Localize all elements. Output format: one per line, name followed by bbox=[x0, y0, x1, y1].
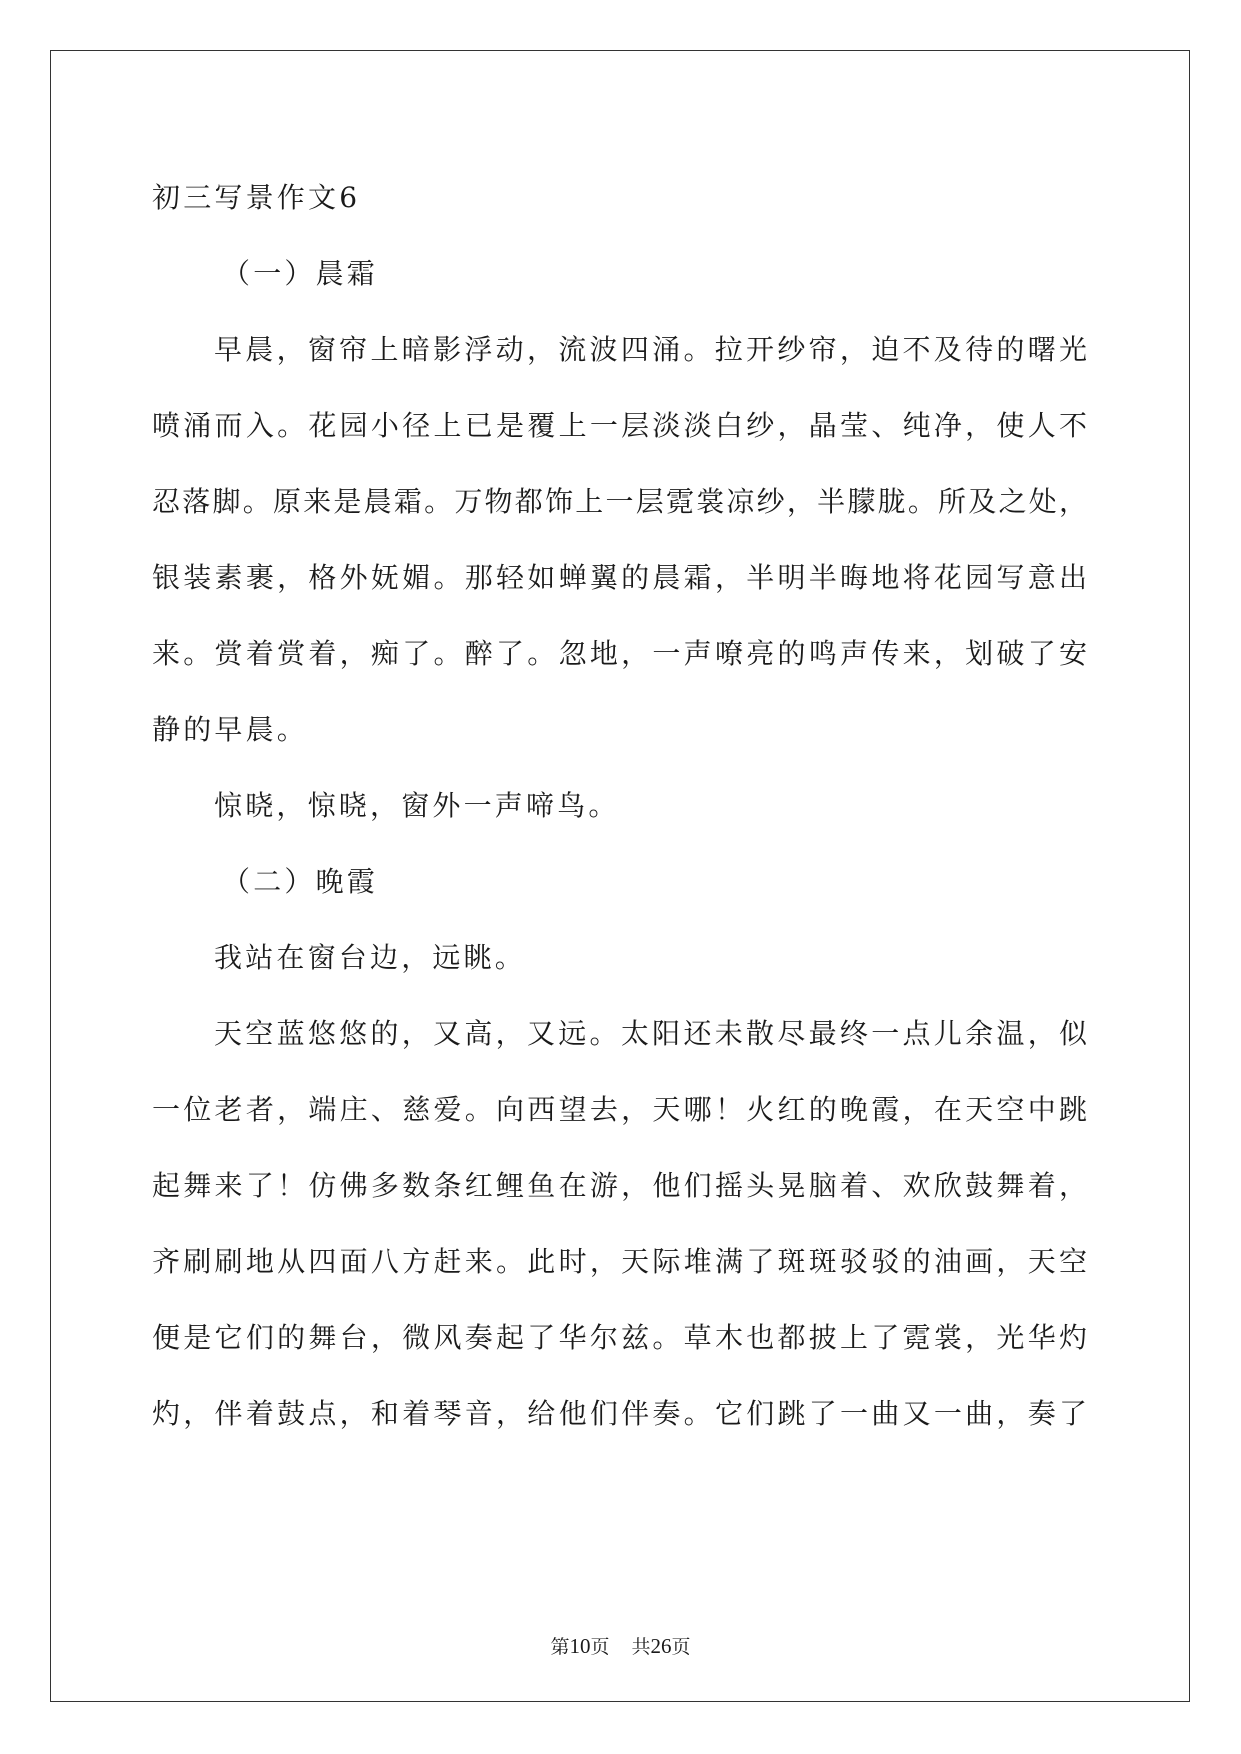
paragraph-opening: 我站在窗台边，远眺。 bbox=[214, 941, 527, 974]
paragraph-line: 一位老者，端庄、慈爱。向西望去，天哪！火红的晚霞，在天空中跳 bbox=[152, 1093, 1087, 1126]
paragraph-line: 早晨，窗帘上暗影浮动，流波四涌。拉开纱帘，迫不及待的曙光 bbox=[214, 333, 1087, 366]
total-suffix: 页 bbox=[671, 1636, 691, 1658]
page-total-number: 26 bbox=[650, 1634, 672, 1658]
paragraph-line: 银装素裹，格外妩媚。那轻如蝉翼的晨霜，半明半晦地将花园写意出 bbox=[152, 561, 1087, 594]
paragraph-line: 忍落脚。原来是晨霜。万物都饰上一层霓裳凉纱，半朦胧。所及之处， bbox=[152, 485, 1087, 518]
page-footer bbox=[0, 1632, 1241, 1659]
paragraph-line: 喷涌而入。花园小径上已是覆上一层淡淡白纱，晶莹、纯净，使人不 bbox=[152, 409, 1087, 442]
paragraph-line: 起舞来了！仿佛多数条红鲤鱼在游，他们摇头晃脑着、欢欣鼓舞着， bbox=[152, 1169, 1087, 1202]
paragraph-line: 齐刷刷地从四面八方赶来。此时，天际堆满了斑斑驳驳的油画，天空 bbox=[152, 1245, 1087, 1278]
total-prefix: 共 bbox=[631, 1636, 651, 1658]
paragraph-line: 便是它们的舞台，微风奏起了华尔兹。草木也都披上了霓裳，光华灼 bbox=[152, 1321, 1087, 1354]
paragraph-line: 静的早晨。 bbox=[152, 713, 309, 746]
document-title: 初三写景作文6 bbox=[152, 181, 361, 214]
paragraph-closing: 惊晓，惊晓，窗外一声啼鸟。 bbox=[214, 789, 620, 822]
paragraph-line: 来。赏着赏着，痴了。醉了。忽地，一声嘹亮的鸣声传来，划破了安 bbox=[152, 637, 1087, 670]
page-suffix: 页 bbox=[590, 1636, 610, 1658]
section-heading-morning-frost: （一）晨霜 bbox=[222, 257, 379, 290]
page-prefix: 第 bbox=[550, 1636, 570, 1658]
section-heading-evening-glow: （二）晚霞 bbox=[222, 865, 379, 898]
paragraph-line: 灼，伴着鼓点，和着琴音，给他们伴奏。它们跳了一曲又一曲，奏了 bbox=[152, 1397, 1087, 1430]
page-current-number: 10 bbox=[569, 1634, 591, 1658]
document-body bbox=[152, 160, 1087, 1452]
paragraph-line: 天空蓝悠悠的，又高，又远。太阳还未散尽最终一点儿余温，似 bbox=[214, 1017, 1087, 1050]
